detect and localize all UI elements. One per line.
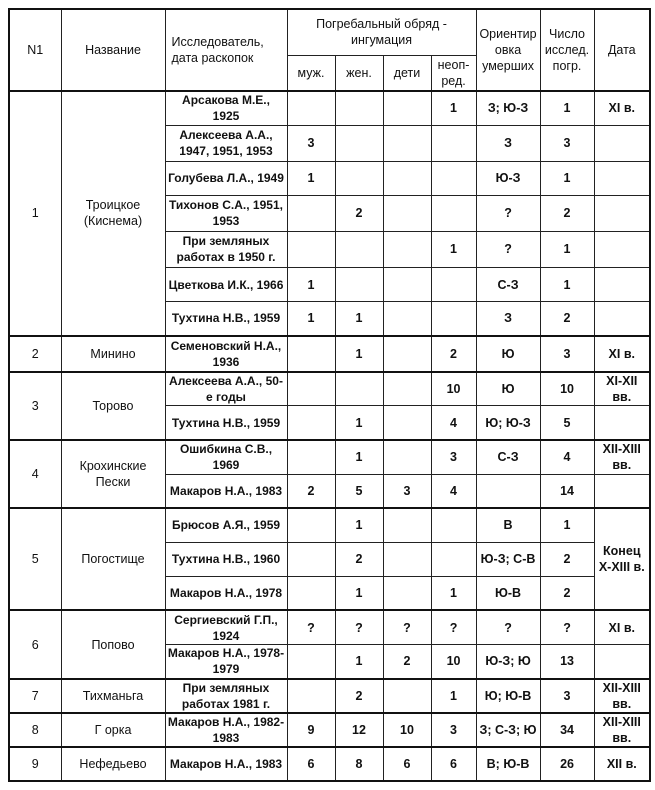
table-body: [9, 91, 650, 781]
researcher-cell: Голубева Л.А., 1949: [165, 161, 287, 195]
children-cell: [383, 542, 431, 576]
undefined-cell: [431, 508, 476, 542]
site-number: 4: [9, 440, 61, 508]
header-orientation: Ориентир овка умерших: [476, 9, 540, 91]
undefined-cell: 3: [431, 440, 476, 474]
undefined-cell: 10: [431, 645, 476, 679]
undefined-cell: [431, 161, 476, 195]
date-cell: XI в.: [594, 610, 650, 644]
male-cell: [287, 372, 335, 406]
undefined-cell: 1: [431, 576, 476, 610]
male-cell: [287, 91, 335, 125]
date-cell: XI-XII вв.: [594, 372, 650, 406]
researcher-cell: Макаров Н.А., 1978: [165, 576, 287, 610]
orientation-cell: ?: [476, 231, 540, 267]
children-cell: [383, 336, 431, 372]
site-name: Троицкое (Киснема): [61, 91, 165, 336]
undefined-cell: 2: [431, 336, 476, 372]
site-name: Нефедьево: [61, 747, 165, 781]
male-cell: [287, 406, 335, 440]
date-cell: [594, 231, 650, 267]
site-number: 2: [9, 336, 61, 372]
count-cell: 26: [540, 747, 594, 781]
children-cell: [383, 231, 431, 267]
orientation-cell: З: [476, 125, 540, 161]
undefined-cell: [431, 302, 476, 336]
count-cell: 3: [540, 125, 594, 161]
orientation-cell: Ю-В: [476, 576, 540, 610]
date-cell: XI в.: [594, 91, 650, 125]
table-row: [9, 747, 650, 781]
female-cell: 5: [335, 474, 383, 508]
site-number: 7: [9, 679, 61, 713]
header-date: Дата: [594, 9, 650, 91]
count-cell: 1: [540, 267, 594, 301]
count-cell: 2: [540, 542, 594, 576]
undefined-cell: [431, 195, 476, 231]
count-cell: 2: [540, 576, 594, 610]
female-cell: 1: [335, 508, 383, 542]
date-cell: [594, 406, 650, 440]
orientation-cell: Ю-З; Ю: [476, 645, 540, 679]
site-number: 1: [9, 91, 61, 336]
burial-table: [8, 8, 651, 782]
orientation-cell: Ю: [476, 372, 540, 406]
children-cell: [383, 406, 431, 440]
female-cell: 1: [335, 440, 383, 474]
date-cell: [594, 195, 650, 231]
female-cell: 1: [335, 645, 383, 679]
date-cell: XII-XIII вв.: [594, 679, 650, 713]
female-cell: [335, 267, 383, 301]
children-cell: [383, 267, 431, 301]
table-row: [9, 440, 650, 474]
researcher-cell: Макаров Н.А., 1982-1983: [165, 713, 287, 747]
count-cell: 2: [540, 195, 594, 231]
children-cell: [383, 576, 431, 610]
children-cell: [383, 440, 431, 474]
undefined-cell: 6: [431, 747, 476, 781]
site-name: Крохинские Пески: [61, 440, 165, 508]
table-row: [9, 679, 650, 713]
orientation-cell: ?: [476, 610, 540, 644]
count-cell: 3: [540, 679, 594, 713]
orientation-cell: Ю-З; С-В: [476, 542, 540, 576]
children-cell: [383, 372, 431, 406]
researcher-cell: Алексеева А.А., 50-е годы: [165, 372, 287, 406]
researcher-cell: Сергиевский Г.П., 1924: [165, 610, 287, 644]
researcher-cell: Макаров Н.А., 1983: [165, 747, 287, 781]
male-cell: 1: [287, 161, 335, 195]
male-cell: [287, 231, 335, 267]
children-cell: ?: [383, 610, 431, 644]
researcher-cell: Макаров Н.А., 1978-1979: [165, 645, 287, 679]
table-header: [9, 9, 650, 91]
female-cell: 1: [335, 576, 383, 610]
female-cell: 2: [335, 542, 383, 576]
count-cell: 1: [540, 508, 594, 542]
male-cell: 1: [287, 302, 335, 336]
undefined-cell: [431, 542, 476, 576]
header-children: дети: [383, 55, 431, 91]
children-cell: [383, 161, 431, 195]
date-cell: XII-XIII вв.: [594, 713, 650, 747]
researcher-cell: Тихонов С.А., 1951, 1953: [165, 195, 287, 231]
male-cell: 1: [287, 267, 335, 301]
orientation-cell: В; Ю-В: [476, 747, 540, 781]
female-cell: [335, 161, 383, 195]
table-row: [9, 91, 650, 125]
male-cell: 6: [287, 747, 335, 781]
orientation-cell: [476, 474, 540, 508]
female-cell: 12: [335, 713, 383, 747]
header-rite: Погребальный обряд - ингумация: [287, 9, 476, 55]
researcher-cell: При земляных работах 1981 г.: [165, 679, 287, 713]
female-cell: [335, 125, 383, 161]
date-cell: Конец X-XIII в.: [594, 508, 650, 610]
orientation-cell: Ю; Ю-З: [476, 406, 540, 440]
children-cell: [383, 195, 431, 231]
male-cell: [287, 440, 335, 474]
children-cell: 6: [383, 747, 431, 781]
header-undefined: неоп-ред.: [431, 55, 476, 91]
site-name: Минино: [61, 336, 165, 372]
undefined-cell: 1: [431, 231, 476, 267]
table-row: [9, 372, 650, 406]
researcher-cell: Тухтина Н.В., 1959: [165, 302, 287, 336]
female-cell: 1: [335, 302, 383, 336]
date-cell: [594, 302, 650, 336]
male-cell: [287, 336, 335, 372]
orientation-cell: Ю; Ю-В: [476, 679, 540, 713]
table-row: [9, 508, 650, 542]
male-cell: 9: [287, 713, 335, 747]
children-cell: [383, 91, 431, 125]
female-cell: 1: [335, 336, 383, 372]
male-cell: ?: [287, 610, 335, 644]
male-cell: [287, 576, 335, 610]
orientation-cell: Ю: [476, 336, 540, 372]
researcher-cell: Алексеева А.А., 1947, 1951, 1953: [165, 125, 287, 161]
researcher-cell: Семеновский Н.А., 1936: [165, 336, 287, 372]
count-cell: 1: [540, 91, 594, 125]
date-cell: [594, 645, 650, 679]
orientation-cell: С-З: [476, 267, 540, 301]
count-cell: 3: [540, 336, 594, 372]
researcher-cell: Ошибкина С.В., 1969: [165, 440, 287, 474]
children-cell: [383, 508, 431, 542]
orientation-cell: В: [476, 508, 540, 542]
count-cell: 4: [540, 440, 594, 474]
site-name: Г орка: [61, 713, 165, 747]
site-number: 5: [9, 508, 61, 610]
orientation-cell: Ю-З: [476, 161, 540, 195]
female-cell: ?: [335, 610, 383, 644]
undefined-cell: [431, 125, 476, 161]
researcher-cell: Брюсов А.Я., 1959: [165, 508, 287, 542]
date-cell: [594, 267, 650, 301]
date-cell: XI в.: [594, 336, 650, 372]
count-cell: 1: [540, 231, 594, 267]
header-count: Число исслед. погр.: [540, 9, 594, 91]
header-researcher: Исследователь, дата раскопок: [165, 9, 287, 91]
male-cell: [287, 679, 335, 713]
female-cell: [335, 91, 383, 125]
researcher-cell: Арсакова М.Е., 1925: [165, 91, 287, 125]
orientation-cell: ?: [476, 195, 540, 231]
count-cell: 5: [540, 406, 594, 440]
count-cell: 34: [540, 713, 594, 747]
site-name: Попово: [61, 610, 165, 678]
orientation-cell: З; Ю-З: [476, 91, 540, 125]
male-cell: [287, 542, 335, 576]
female-cell: 8: [335, 747, 383, 781]
site-number: 6: [9, 610, 61, 678]
male-cell: 3: [287, 125, 335, 161]
female-cell: [335, 372, 383, 406]
children-cell: [383, 302, 431, 336]
male-cell: 2: [287, 474, 335, 508]
children-cell: [383, 125, 431, 161]
header-name: Название: [61, 9, 165, 91]
researcher-cell: Тухтина Н.В., 1960: [165, 542, 287, 576]
researcher-cell: Макаров Н.А., 1983: [165, 474, 287, 508]
table-row: [9, 610, 650, 644]
undefined-cell: 3: [431, 713, 476, 747]
orientation-cell: З: [476, 302, 540, 336]
site-name: Торово: [61, 372, 165, 440]
table-row: [9, 336, 650, 372]
researcher-cell: При земляных работах в 1950 г.: [165, 231, 287, 267]
male-cell: [287, 195, 335, 231]
researcher-cell: Тухтина Н.В., 1959: [165, 406, 287, 440]
female-cell: 2: [335, 195, 383, 231]
undefined-cell: 1: [431, 91, 476, 125]
count-cell: ?: [540, 610, 594, 644]
male-cell: [287, 508, 335, 542]
date-cell: XII-XIII вв.: [594, 440, 650, 474]
undefined-cell: ?: [431, 610, 476, 644]
count-cell: 1: [540, 161, 594, 195]
date-cell: XII в.: [594, 747, 650, 781]
header-male: муж.: [287, 55, 335, 91]
header-female: жен.: [335, 55, 383, 91]
count-cell: 10: [540, 372, 594, 406]
undefined-cell: [431, 267, 476, 301]
site-number: 3: [9, 372, 61, 440]
header-num: N1: [9, 9, 61, 91]
count-cell: 14: [540, 474, 594, 508]
children-cell: [383, 679, 431, 713]
researcher-cell: Цветкова И.К., 1966: [165, 267, 287, 301]
date-cell: [594, 125, 650, 161]
undefined-cell: 4: [431, 406, 476, 440]
female-cell: 2: [335, 679, 383, 713]
site-number: 9: [9, 747, 61, 781]
site-number: 8: [9, 713, 61, 747]
male-cell: [287, 645, 335, 679]
undefined-cell: 4: [431, 474, 476, 508]
table-row: [9, 713, 650, 747]
female-cell: [335, 231, 383, 267]
children-cell: 3: [383, 474, 431, 508]
count-cell: 2: [540, 302, 594, 336]
site-name: Тихманьга: [61, 679, 165, 713]
female-cell: 1: [335, 406, 383, 440]
orientation-cell: З; С-З; Ю: [476, 713, 540, 747]
count-cell: 13: [540, 645, 594, 679]
site-name: Погостище: [61, 508, 165, 610]
date-cell: [594, 474, 650, 508]
date-cell: [594, 161, 650, 195]
children-cell: 10: [383, 713, 431, 747]
orientation-cell: С-З: [476, 440, 540, 474]
undefined-cell: 1: [431, 679, 476, 713]
children-cell: 2: [383, 645, 431, 679]
undefined-cell: 10: [431, 372, 476, 406]
